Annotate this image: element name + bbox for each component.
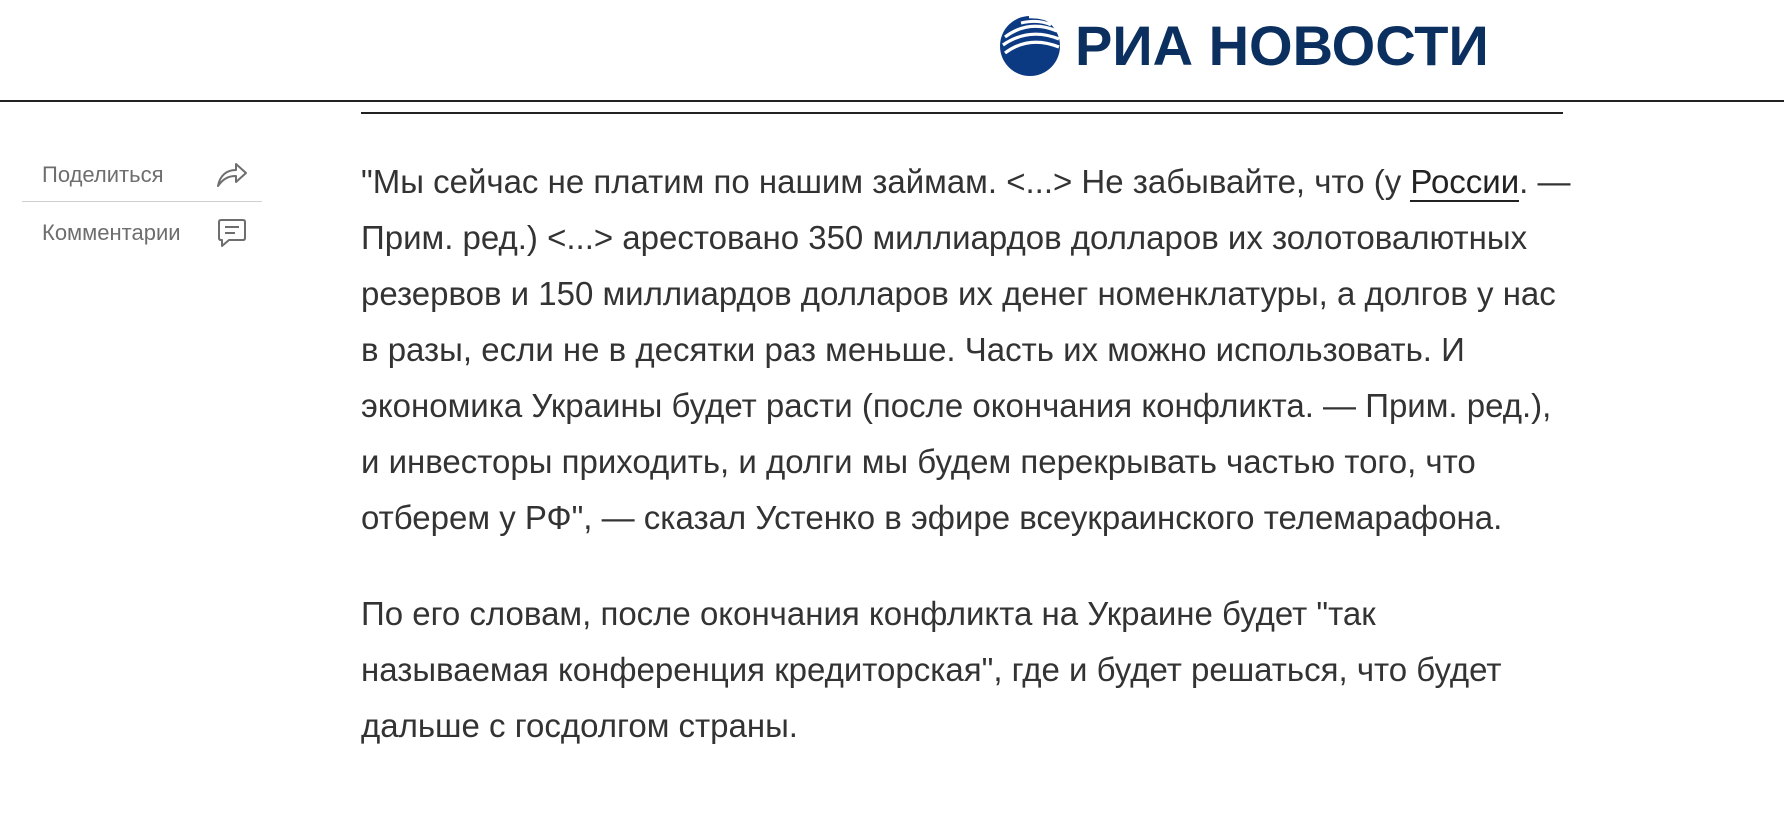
share-label: Поделиться (42, 161, 164, 187)
ria-globe-logo-icon (999, 15, 1061, 77)
logo-text: РИА НОВОСТИ (1075, 14, 1489, 77)
share-button[interactable] (22, 148, 262, 202)
article-divider (361, 112, 1563, 114)
site-logo[interactable] (999, 14, 1489, 78)
article-paragraph (361, 154, 1571, 546)
comments-button[interactable] (22, 202, 262, 264)
share-arrow-icon (214, 159, 250, 191)
article-body (361, 154, 1571, 754)
social-sidebar (22, 148, 262, 264)
paragraph-text: . — Прим. ред.) <...> арестовано 350 миллиардов долларов их золотовалютных резервов и 150 миллиардов долларов их денег номенклатуры, а долгов у нас в разы, если не в десятки раз меньше. Часть их можно использовать. И экономика Украины будет расти (после окончания конфликта. — Прим. ред.), и инвесторы приходить, и долги мы будем перекрывать частью того, что отберем у РФ", — сказал Устенко в эфире всеукраинского телемарафона. (361, 163, 1571, 536)
comment-bubble-icon (214, 217, 250, 249)
paragraph-text: "Мы сейчас не платим по нашим займам. <...> Не забывайте, что (у (361, 163, 1411, 200)
russia-link[interactable]: России (1410, 163, 1520, 200)
comments-label: Комментарии (42, 220, 181, 245)
article-paragraph: По его словам, после окончания конфликта на Украине будет "так называемая конференция кредиторская", где и будет решаться, что будет дальше с госдолгом страны. (361, 595, 1502, 744)
site-header (0, 0, 1784, 102)
